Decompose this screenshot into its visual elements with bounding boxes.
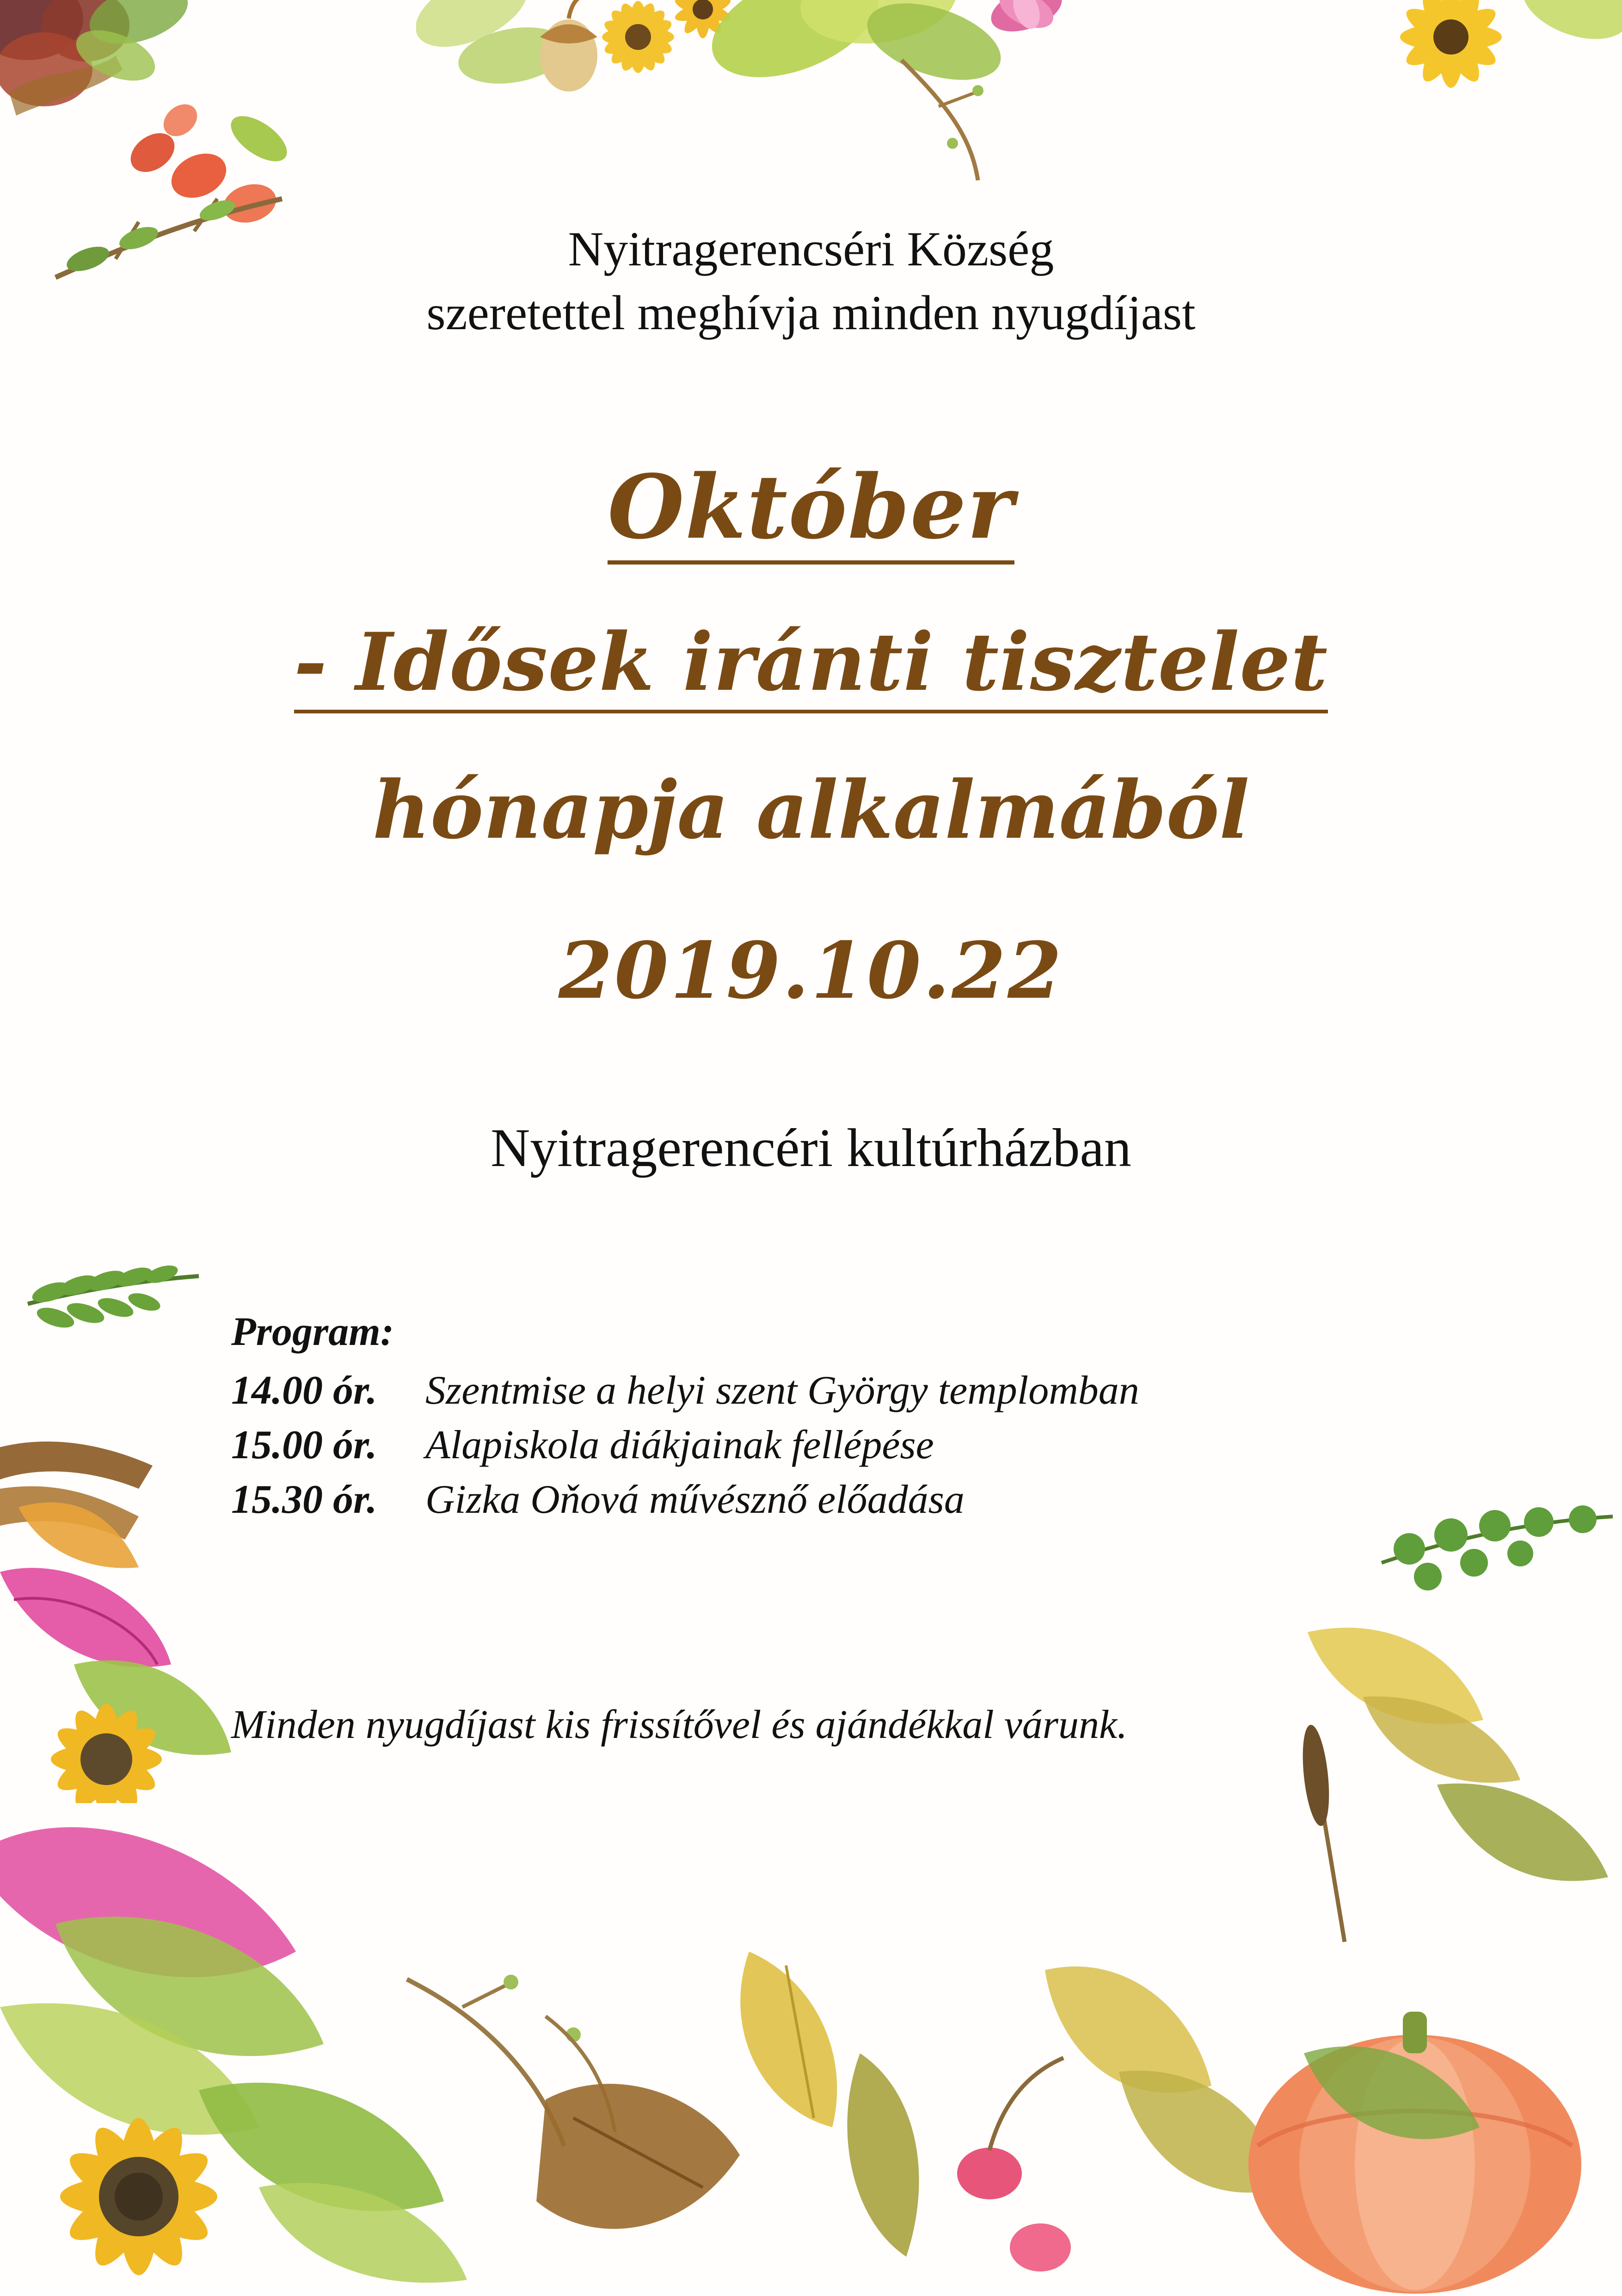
invitation-line-1: Nyitragerencséri Község	[568, 222, 1054, 276]
program-time: 15.30 ór.	[231, 1477, 377, 1522]
program-time: 14.00 ór.	[231, 1368, 377, 1413]
program-description: Szentmise a helyi szent György templomban	[425, 1368, 1139, 1413]
program-time: 15.00 ór.	[231, 1422, 377, 1467]
program-description: Gizka Oňová művésznő előadása	[425, 1477, 965, 1522]
invitation-line-2: szeretettel meghívja minden nyugdíjast	[426, 285, 1196, 340]
title-line-2: - Idősek iránti tisztelet	[0, 615, 1622, 709]
program-description: Alapiskola diákjainak fellépése	[425, 1422, 934, 1467]
invitation-heading	[0, 217, 1622, 345]
event-date: 2019.10.22	[558, 925, 1064, 1016]
title-month: Október	[0, 455, 1622, 559]
program-row	[231, 1418, 1503, 1473]
program-block	[231, 1308, 1503, 1527]
closing-note: Minden nyugdíjast kis frissítővel és ajándékkal várunk.	[231, 1702, 1128, 1747]
event-venue: Nyitragerencéri kultúrházban	[491, 1117, 1131, 1178]
title-line-3: hónapja alkalmából	[372, 763, 1250, 857]
program-row	[231, 1363, 1503, 1418]
program-row	[231, 1473, 1503, 1527]
program-label: Program:	[231, 1309, 394, 1354]
